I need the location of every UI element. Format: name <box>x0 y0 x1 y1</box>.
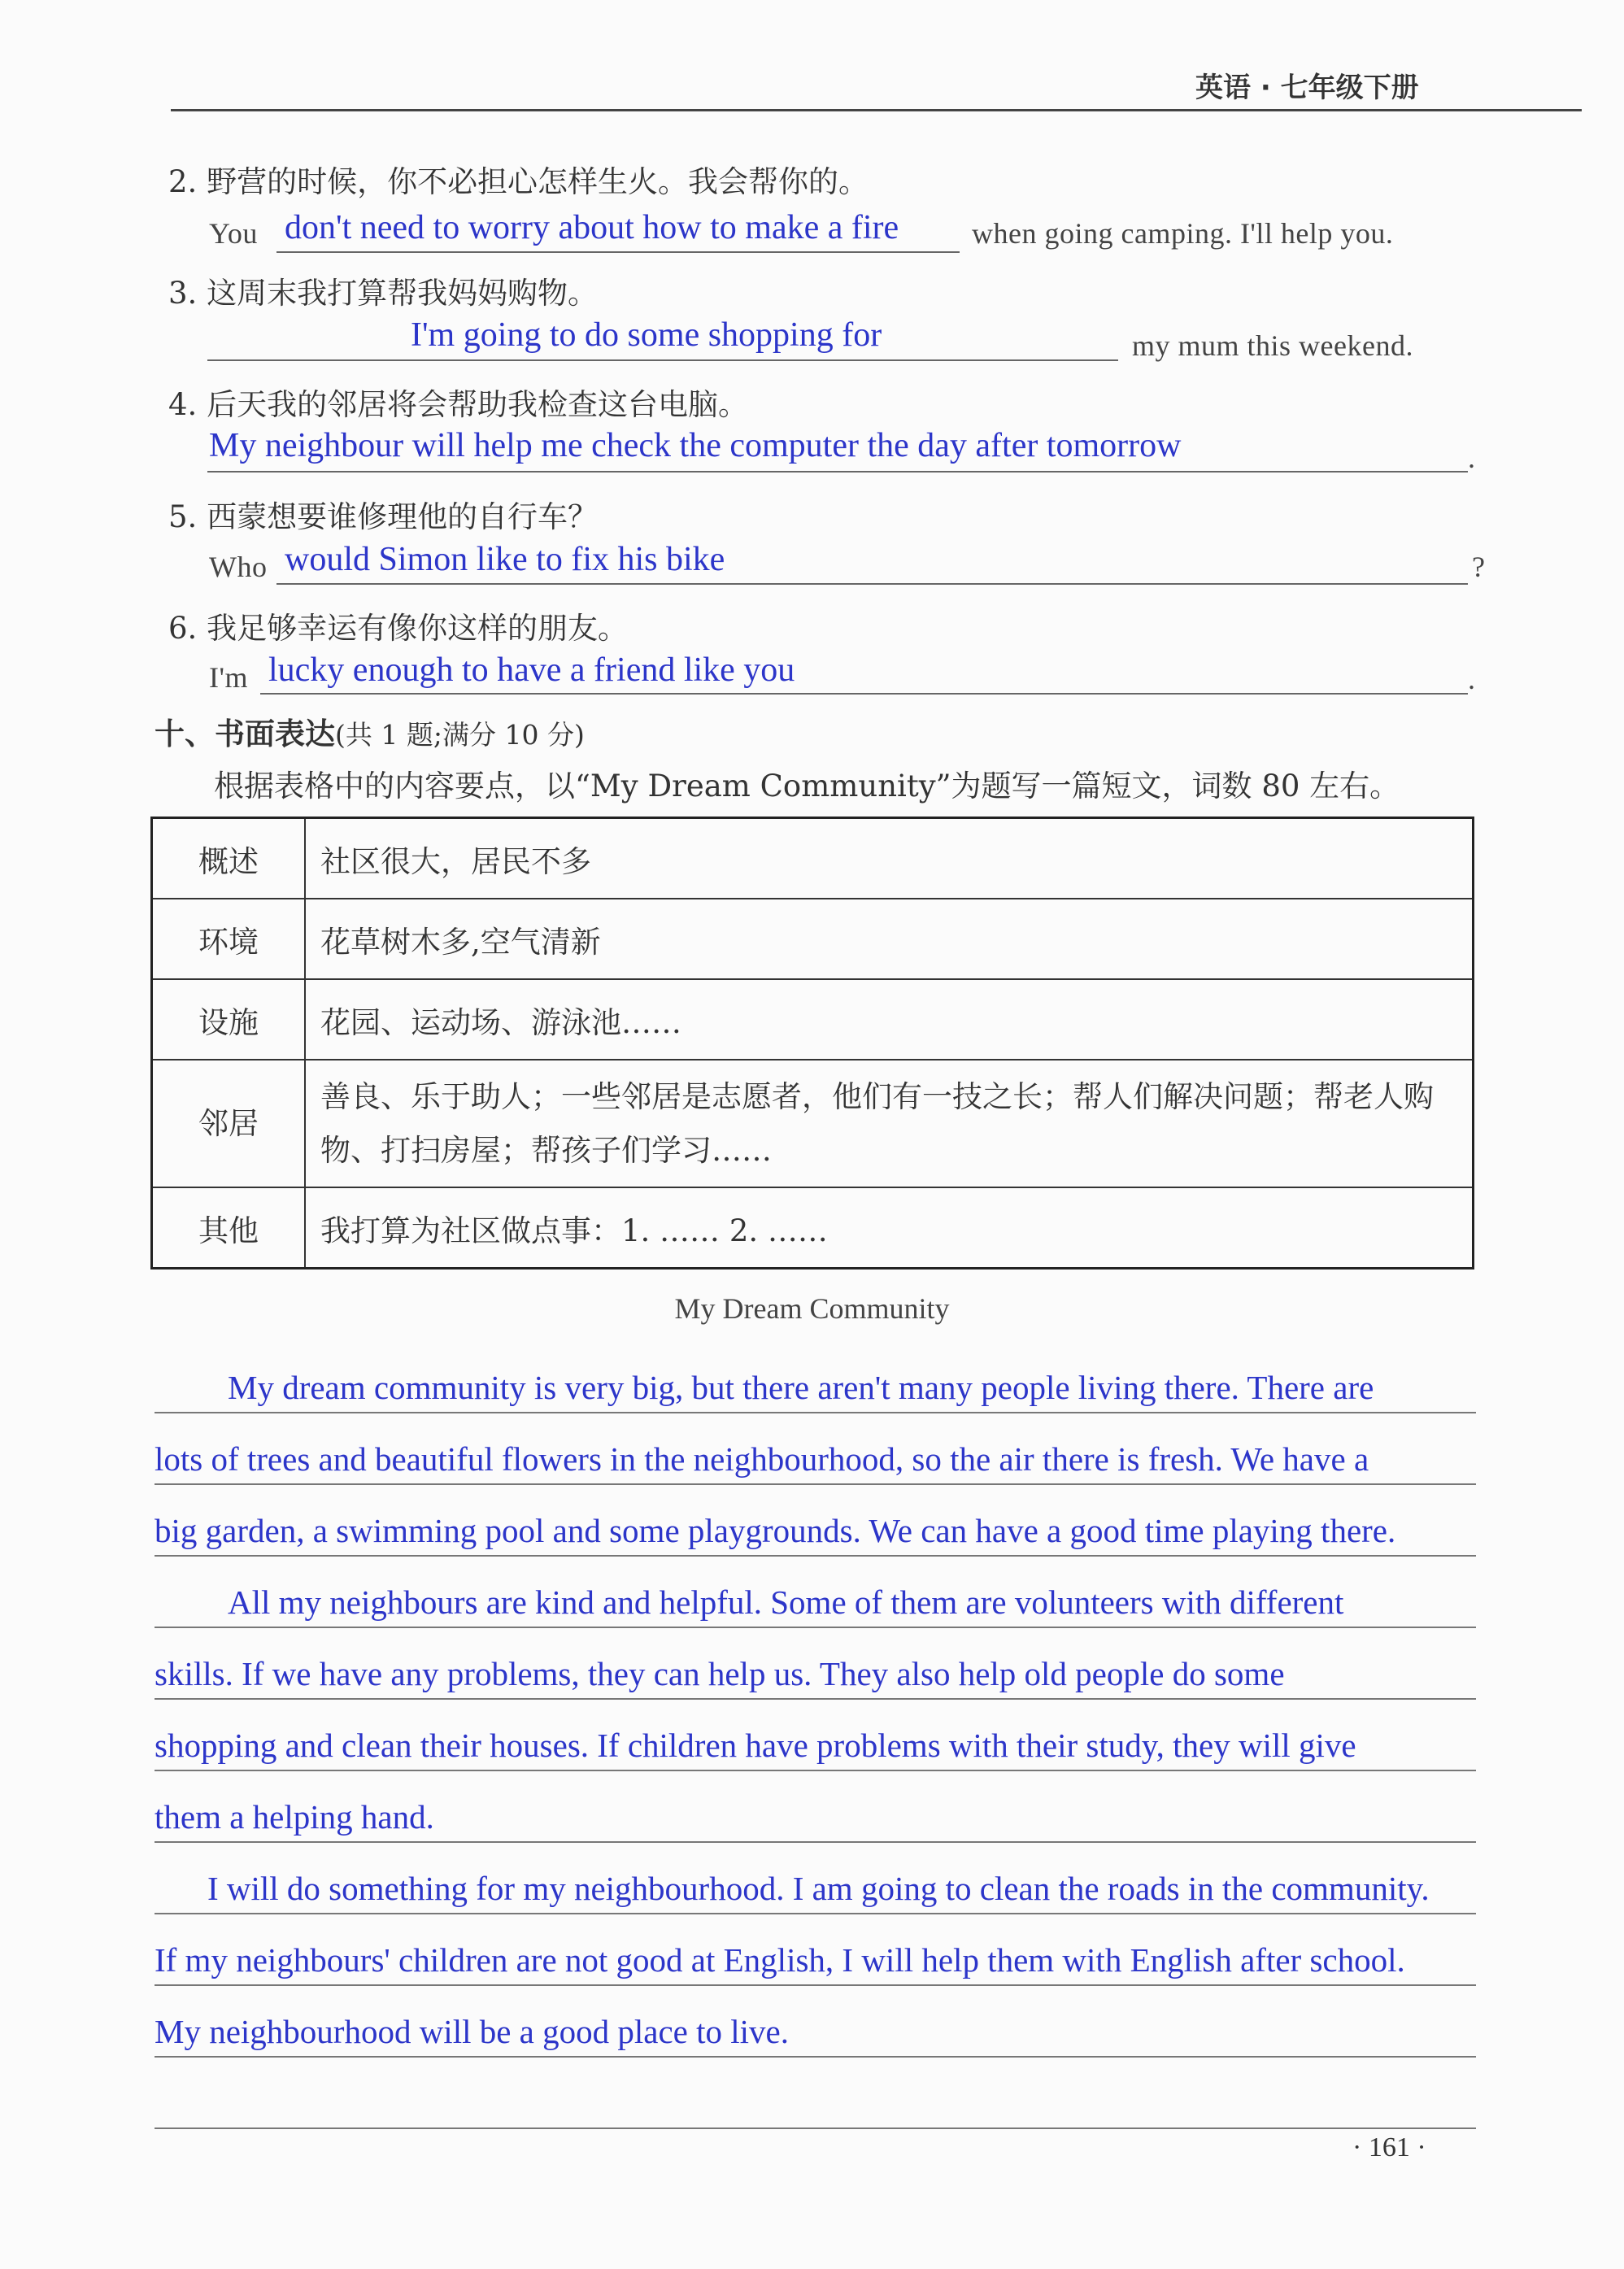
writing-rule <box>155 1483 1476 1485</box>
question-5-prefix: Who <box>209 551 268 583</box>
answer-line <box>260 693 1468 695</box>
essay-line: big garden, a swimming pool and some playgrounds. We can have a good time playing there. <box>155 1512 1396 1549</box>
question-3-answer: I'm going to do some shopping for <box>411 316 882 354</box>
writing-prompt: 根据表格中的内容要点，以“My Dream Community”为题写一篇短文，词数 80 左右。 <box>214 769 1400 804</box>
outline-key: 邻居 <box>152 1060 306 1187</box>
writing-rule <box>155 1770 1476 1771</box>
outline-key: 环境 <box>152 899 306 979</box>
writing-rule <box>155 1841 1476 1843</box>
table-row <box>152 1060 1474 1187</box>
outline-key: 概述 <box>152 818 306 899</box>
essay-title: My Dream Community <box>674 1292 950 1325</box>
question-3-suffix: my mum this weekend. <box>1132 329 1413 362</box>
outline-value: 花园、运动场、游泳池…… <box>305 979 1474 1060</box>
writing-rule <box>155 2056 1476 2058</box>
question-5-answer: would Simon like to fix his bike <box>285 541 725 578</box>
essay-line: them a helping hand. <box>155 1798 434 1836</box>
essay-line: I will do something for my neighbourhood. I am going to clean the roads in the community. <box>207 1870 1430 1907</box>
question-4-cn: 4. 后天我的邻居将会帮助我检查这台电脑。 <box>168 387 749 422</box>
question-6-cn: 6. 我足够幸运有像你这样的朋友。 <box>168 611 629 646</box>
table-row <box>152 899 1474 979</box>
writing-rule <box>155 1627 1476 1628</box>
writing-rule <box>155 2127 1476 2129</box>
question-5-suffix: ? <box>1472 551 1486 583</box>
question-5-cn: 5. 西蒙想要谁修理他的自行车？ <box>168 499 599 534</box>
page-header: 英语 · 七年级下册 <box>1195 72 1419 104</box>
question-2-suffix: when going camping. I'll help you. <box>972 217 1394 250</box>
question-2-answer: don't need to worry about how to make a fire <box>285 209 899 246</box>
writing-rule <box>155 1913 1476 1914</box>
essay-line: If my neighbours' children are not good at English, I will help them with English after school. <box>155 1941 1405 1979</box>
outline-value: 社区很大，居民不多 <box>305 818 1474 899</box>
section-subtitle: (共 1 题;满分 10 分) <box>335 719 585 751</box>
essay-line: lots of trees and beautiful flowers in the neighbourhood, so the air there is fresh. We have a <box>155 1440 1369 1478</box>
writing-rule <box>155 1984 1476 1986</box>
writing-rule <box>155 1698 1476 1700</box>
essay-line: skills. If we have any problems, they can help us. They also help old people do some <box>155 1655 1285 1692</box>
outline-value: 我打算为社区做点事：1. …… 2. …… <box>305 1187 1474 1269</box>
outline-value: 善良、乐于助人；一些邻居是志愿者，他们有一技之长；帮人们解决问题；帮老人购物、打扫房屋；帮孩子们学习…… <box>305 1060 1474 1187</box>
answer-line <box>207 471 1468 473</box>
answer-line <box>207 359 1118 361</box>
table-row <box>152 818 1474 899</box>
question-6-prefix: I'm <box>209 661 248 694</box>
table-row <box>152 979 1474 1060</box>
outline-key: 设施 <box>152 979 306 1060</box>
answer-line <box>276 583 1468 585</box>
outline-table <box>150 817 1474 1270</box>
question-6-suffix: . <box>1468 663 1476 695</box>
section-heading <box>155 709 585 753</box>
question-4-answer: My neighbour will help me check the computer the day after tomorrow <box>209 427 1182 464</box>
question-4-suffix: . <box>1468 442 1476 474</box>
question-2-cn: 2. 野营的时候，你不必担心怎样生火。我会帮你的。 <box>168 164 869 199</box>
question-2-prefix: You <box>209 217 258 250</box>
answer-line <box>276 251 960 253</box>
outline-value: 花草树木多,空气清新 <box>305 899 1474 979</box>
page-number: · 161 · <box>1352 2132 1426 2162</box>
table-row <box>152 1187 1474 1269</box>
writing-rule <box>155 1555 1476 1557</box>
essay-line: My neighbourhood will be a good place to live. <box>155 2013 789 2050</box>
question-6-answer: lucky enough to have a friend like you <box>268 651 795 689</box>
question-3-cn: 3. 这周末我打算帮我妈妈购物。 <box>168 276 599 311</box>
outline-key: 其他 <box>152 1187 306 1269</box>
essay-line: All my neighbours are kind and helpful. Some of them are volunteers with different <box>228 1583 1344 1621</box>
writing-rule <box>155 1412 1476 1413</box>
essay-line: shopping and clean their houses. If children have problems with their study, they will give <box>155 1727 1356 1764</box>
essay-line: My dream community is very big, but there aren't many people living there. There are <box>228 1369 1374 1406</box>
header-rule <box>171 109 1582 111</box>
section-title: 十、书面表达 <box>155 716 335 751</box>
